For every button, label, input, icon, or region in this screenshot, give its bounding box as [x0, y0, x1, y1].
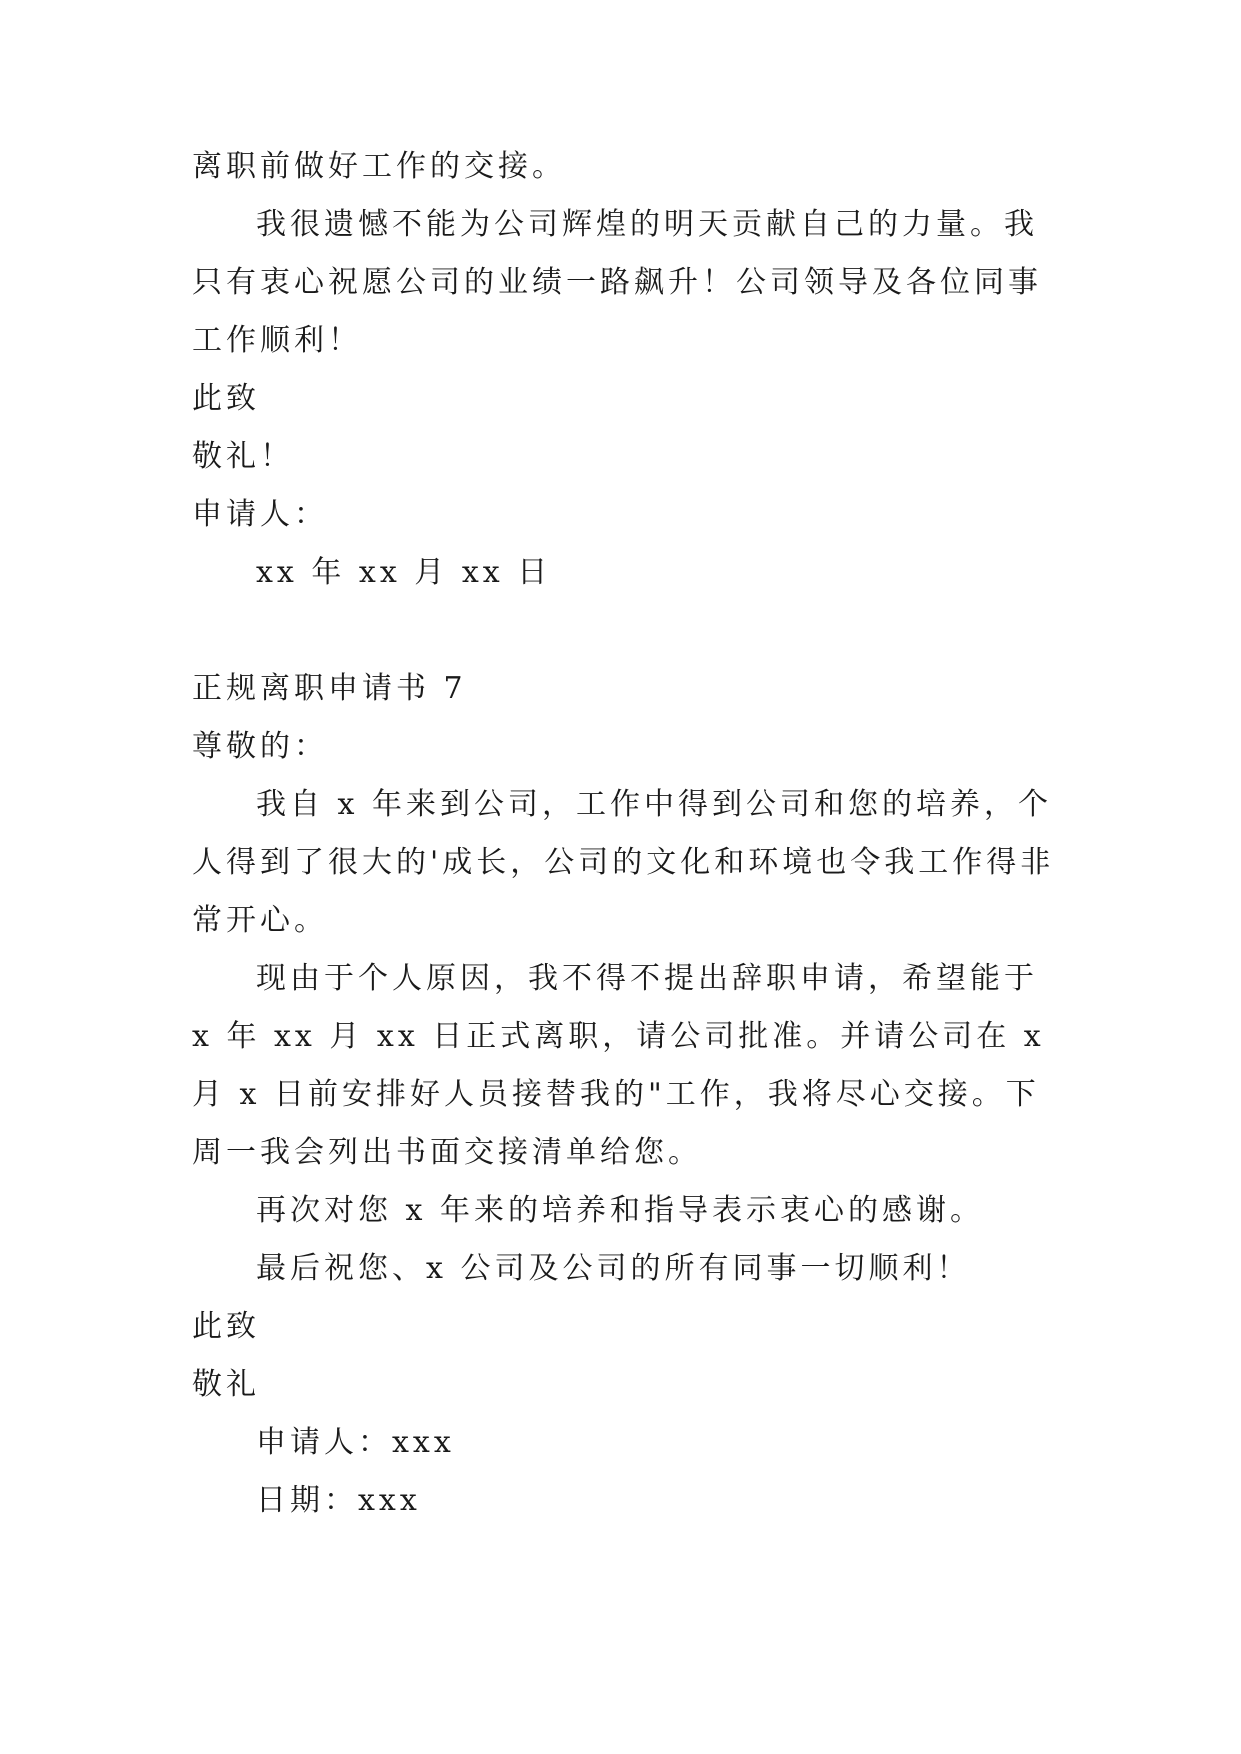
closing-jing-li: 敬礼！ [192, 439, 294, 474]
section-gap [192, 602, 1060, 660]
closing-ci-zhi: 此致 [192, 381, 260, 416]
section-title: 正规离职申请书 7 [192, 671, 467, 706]
body-paragraph: 最后祝您、x 公司及公司的所有同事一切顺利！ [256, 1251, 971, 1286]
document-body [192, 138, 1060, 1530]
applicant-label: 申请人： [192, 497, 328, 532]
handover-line: 离职前做好工作的交接。 [192, 149, 566, 184]
closing-ci-zhi: 此致 [192, 1309, 260, 1344]
body-paragraph: 我自 x 年来到公司，工作中得到公司和您的培养，个人得到了很大的'成长，公司的文化和环境也令我工作得非常开心。 [192, 787, 1055, 938]
signature-date: 日期：xxx [256, 1483, 421, 1518]
closing-jing-li: 敬礼 [192, 1367, 260, 1402]
body-paragraph: 现由于个人原因，我不得不提出辞职申请，希望能于 x 年 xx 月 xx 日正式离职，请公司批准。并请公司在 x 月 x 日前安排好人员接替我的"工作，我将尽心交接。下周一我会列出书面交接清单给您。 [192, 961, 1045, 1170]
regret-paragraph: 我很遗憾不能为公司辉煌的明天贡献自己的力量。我只有衷心祝愿公司的业绩一路飙升！公司领导及各位同事工作顺利！ [192, 207, 1042, 358]
salutation: 尊敬的： [192, 729, 328, 764]
applicant-signature: 申请人：xxx [256, 1425, 455, 1460]
date-line: xx 年 xx 月 xx 日 [256, 555, 552, 590]
body-paragraph: 再次对您 x 年来的培养和指导表示衷心的感谢。 [256, 1193, 984, 1228]
